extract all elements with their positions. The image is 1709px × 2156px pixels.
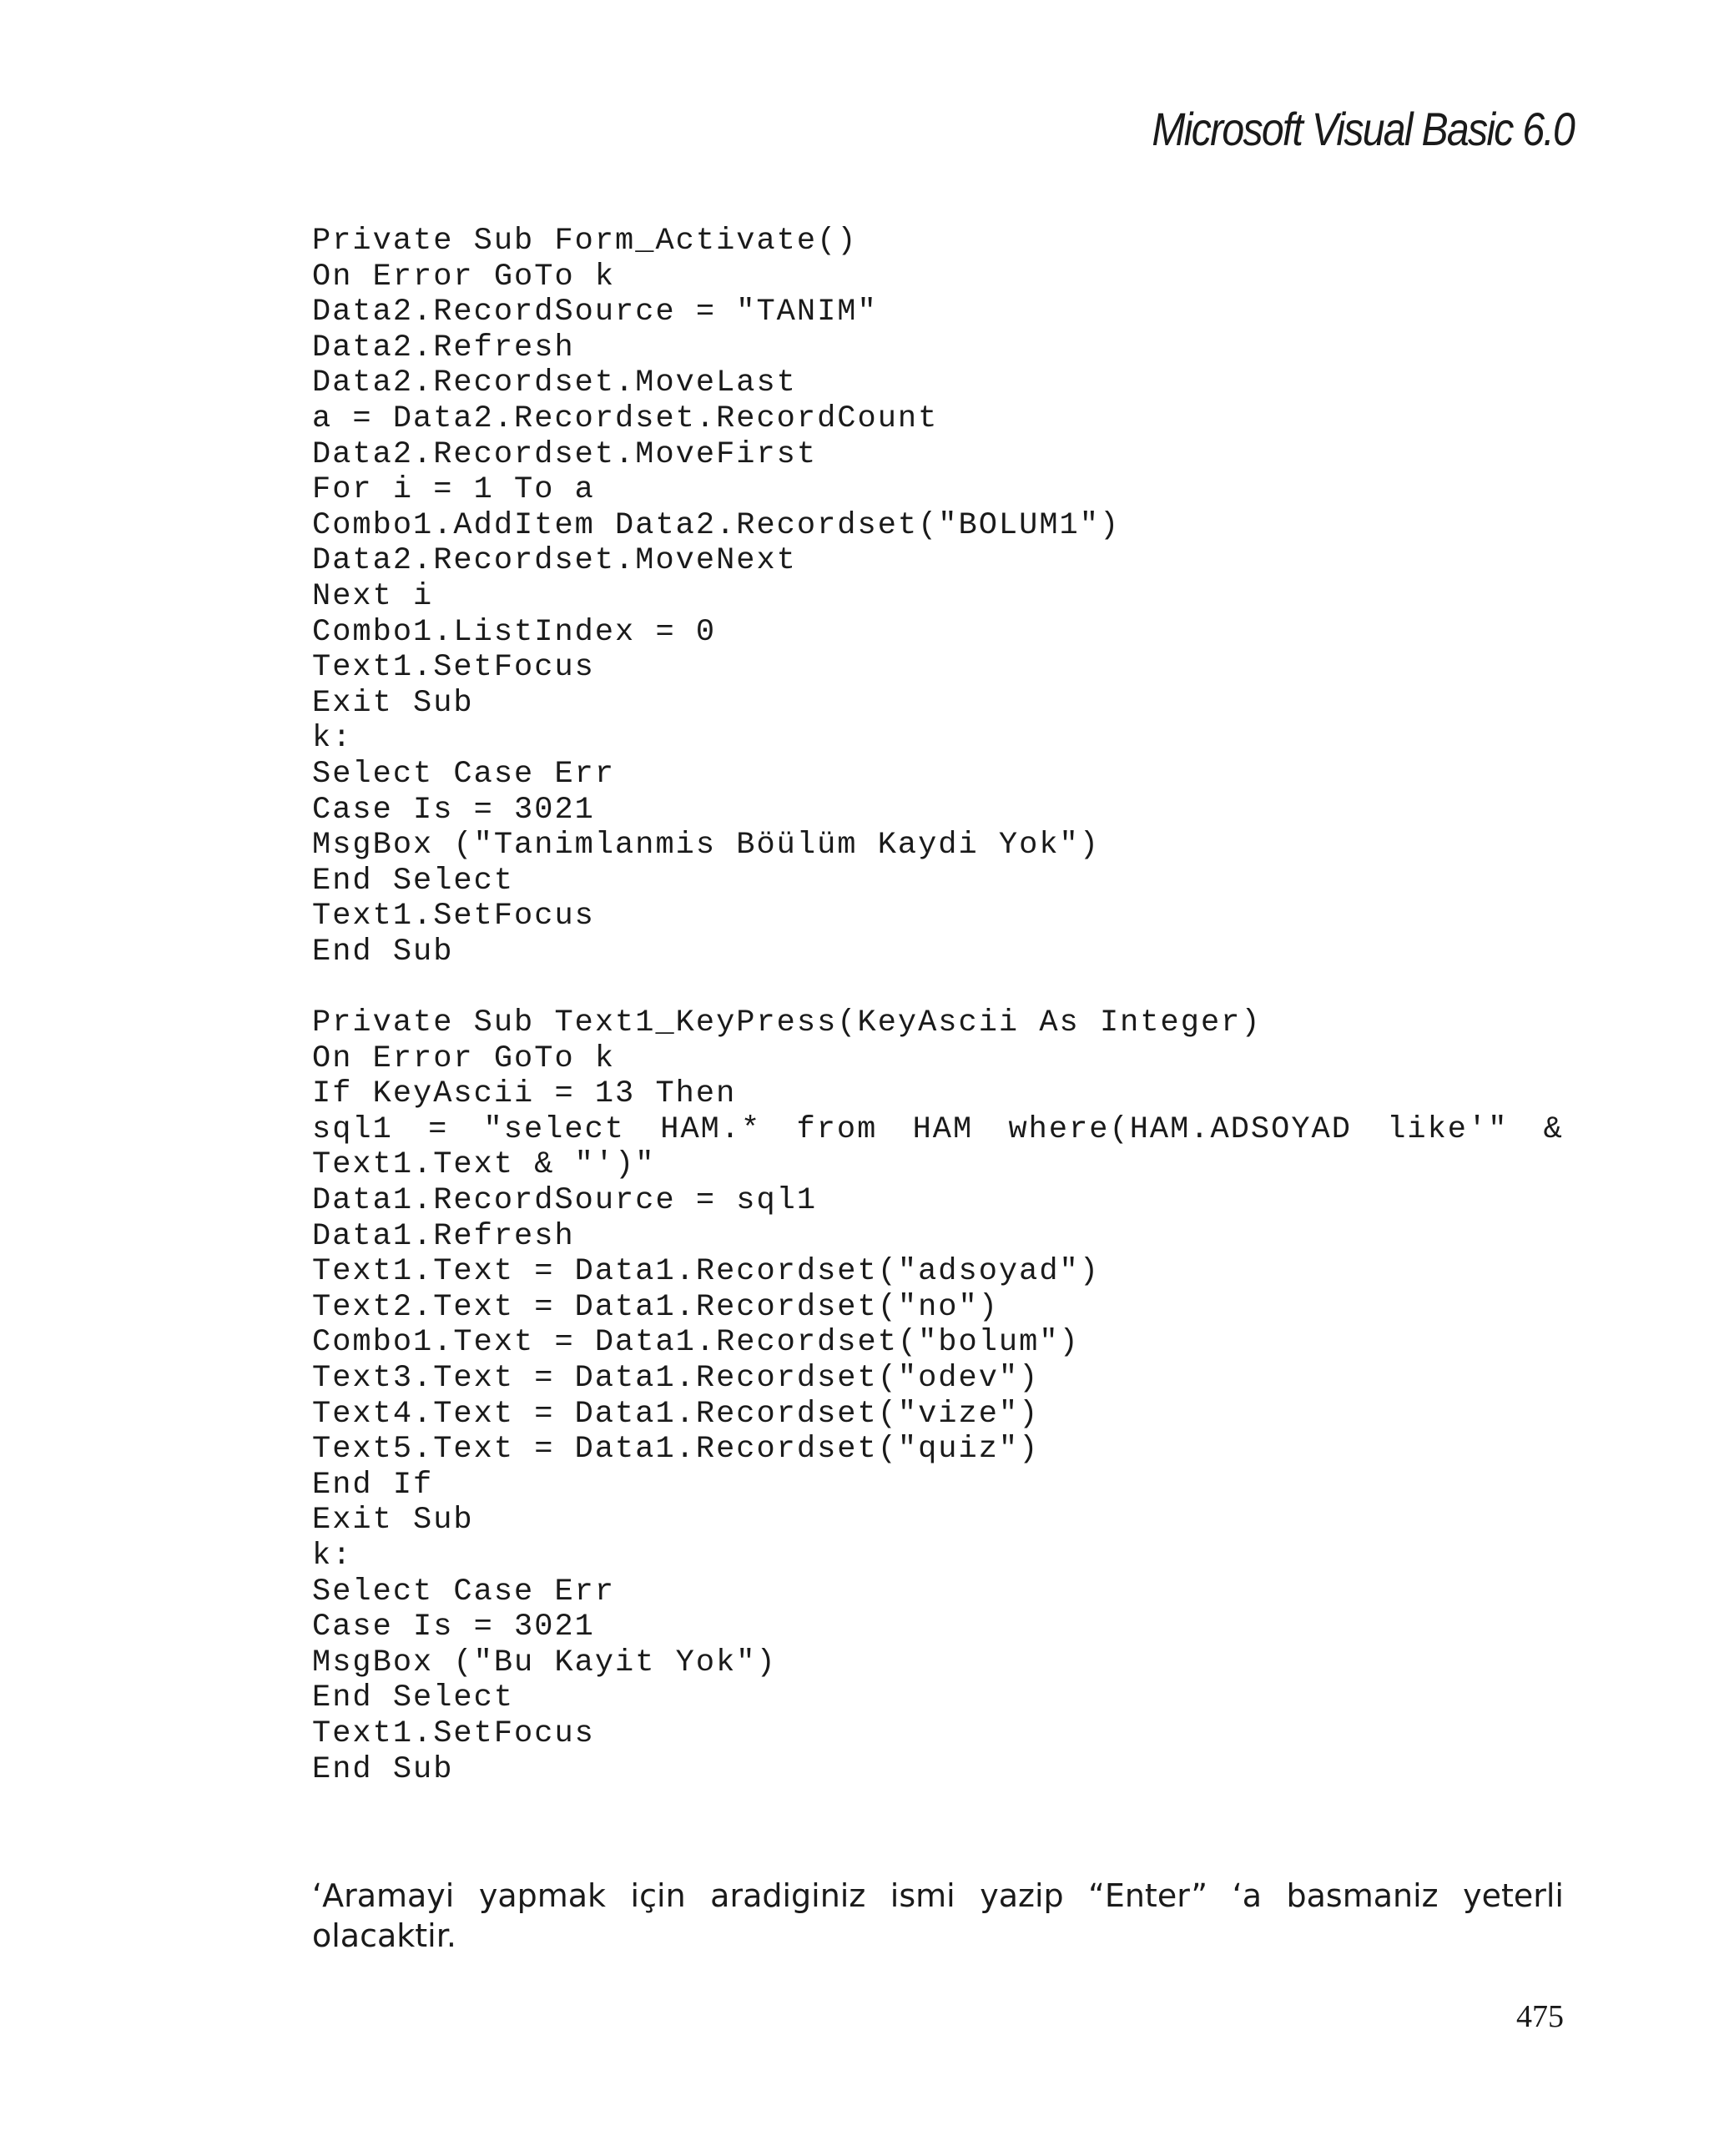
- code-line: Combo1.Text = Data1.Recordset("bolum"): [312, 1325, 1080, 1361]
- page-header-title: Microsoft Visual Basic 6.0: [1152, 103, 1574, 155]
- code-line: k:: [312, 1538, 353, 1574]
- code-line: k:: [312, 721, 353, 757]
- code-line: Data2.Recordset.MoveNext: [312, 543, 797, 579]
- code-line: a = Data2.Recordset.RecordCount: [312, 400, 939, 436]
- code-line: Private Sub Form_Activate(): [312, 224, 858, 259]
- code-line: Text1.SetFocus: [312, 1715, 595, 1751]
- code-line: Select Case Err: [312, 1574, 616, 1609]
- code-token: from: [796, 1111, 878, 1147]
- code-token: HAM: [912, 1111, 974, 1147]
- code-token: "select: [483, 1111, 625, 1147]
- code-line: Data1.Refresh: [312, 1218, 575, 1254]
- code-token: sql1: [312, 1111, 393, 1147]
- code-line: Text1.Text & "')": [312, 1147, 656, 1183]
- code-line: Text1.SetFocus: [312, 650, 595, 686]
- code-line: MsgBox ("Bu Kayit Yok"): [312, 1645, 777, 1680]
- code-line: End Select: [312, 1680, 515, 1716]
- code-line: Data2.RecordSource = "TANIM": [312, 295, 878, 330]
- code-line: Exit Sub: [312, 685, 474, 721]
- code-line: Data1.RecordSource = sql1: [312, 1183, 818, 1219]
- code-line: Exit Sub: [312, 1503, 474, 1539]
- code-line: Data2.Recordset.MoveFirst: [312, 436, 818, 472]
- code-token: &: [1543, 1111, 1564, 1147]
- code-line: Case Is = 3021: [312, 792, 595, 828]
- code-line: Text4.Text = Data1.Recordset("vize"): [312, 1396, 1040, 1432]
- code-token: where(HAM.ADSOYAD: [1008, 1111, 1352, 1147]
- code-line: MsgBox ("Tanimlanmis Böülüm Kaydi Yok"): [312, 828, 1100, 864]
- code-line: Text1.Text = Data1.Recordset("adsoyad"): [312, 1254, 1100, 1290]
- code-line: Text5.Text = Data1.Recordset("quiz"): [312, 1432, 1040, 1468]
- code-line: End Select: [312, 863, 515, 899]
- code-line: [312, 970, 1564, 1005]
- code-line: Text2.Text = Data1.Recordset("no"): [312, 1289, 999, 1325]
- code-line: End Sub: [312, 934, 454, 970]
- code-line: Text1.SetFocus: [312, 899, 595, 934]
- page-number: 475: [1516, 1999, 1564, 2034]
- code-line: End If: [312, 1467, 434, 1503]
- explanatory-note: ‘Aramayi yapmak için aradiginiz ismi yazip “Enter” ‘a basmaniz yeterli olacaktir.: [312, 1877, 1564, 1954]
- code-line: Case Is = 3021: [312, 1609, 595, 1645]
- code-line: Next i: [312, 578, 434, 614]
- code-line: If KeyAscii = 13 Then: [312, 1076, 737, 1112]
- code-token: HAM.*: [660, 1111, 762, 1147]
- code-line: End Sub: [312, 1751, 454, 1787]
- code-line: Text3.Text = Data1.Recordset("odev"): [312, 1361, 1040, 1396]
- code-line: Data2.Recordset.MoveLast: [312, 365, 797, 401]
- code-line: [312, 1112, 1564, 1148]
- code-listing: [312, 224, 1564, 1787]
- code-line: Combo1.AddItem Data2.Recordset("BOLUM1"): [312, 507, 1121, 543]
- code-line: Private Sub Text1_KeyPress(KeyAscii As Integer): [312, 1005, 1262, 1041]
- code-line: Data2.Refresh: [312, 330, 575, 365]
- code-line: On Error GoTo k: [312, 259, 616, 295]
- code-line: On Error GoTo k: [312, 1040, 616, 1076]
- code-line: Combo1.ListIndex = 0: [312, 614, 717, 650]
- code-token: like'": [1387, 1111, 1509, 1147]
- code-line: Select Case Err: [312, 756, 616, 792]
- code-line: For i = 1 To a: [312, 472, 595, 508]
- code-token: =: [428, 1111, 449, 1147]
